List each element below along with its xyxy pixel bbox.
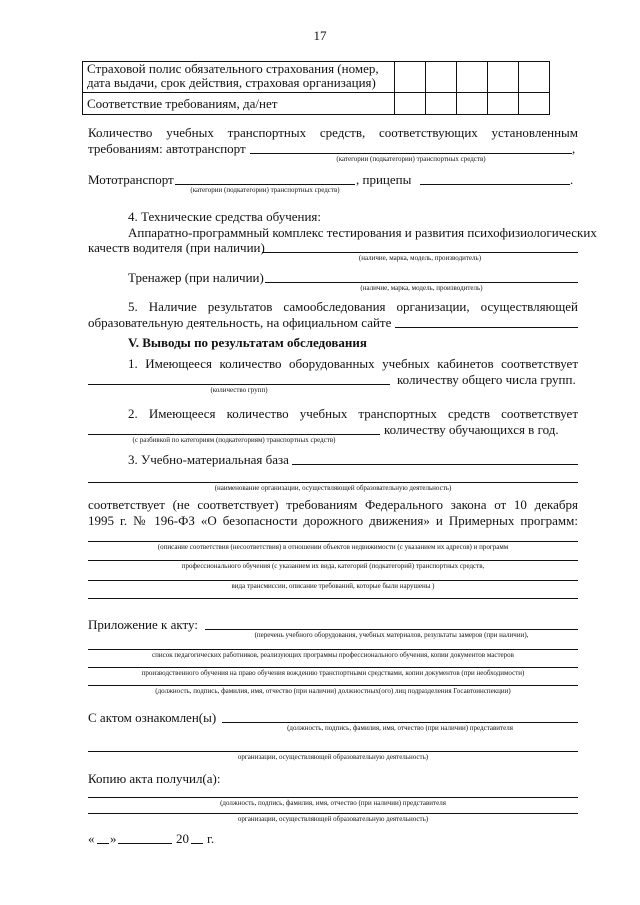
moto-label: Мототранспорт [88, 172, 174, 187]
table-cell [488, 93, 519, 115]
acquainted-blank-2 [88, 751, 578, 752]
page-number: 17 [313, 28, 327, 43]
vehicles-hint: (категории (подкатегории) транспортных средств) [336, 155, 486, 163]
law-line-1: соответствует (не соответствует) требованиям Федерального закона от 10 декабря [88, 497, 578, 512]
acquainted-label: С актом ознакомлен(ы) [88, 710, 217, 725]
base-hint: (наименование организации, осуществляющей образовательную деятельность) [214, 484, 452, 492]
base-blank-2 [88, 482, 578, 483]
date-year-prefix: 20 [176, 831, 189, 846]
self-survey-blank [395, 327, 578, 328]
conclusion-1-tail: количеству общего числа групп. [397, 372, 576, 387]
copy-hint-1: (должность, подпись, фамилия, имя, отчество (при наличии) представителя [220, 799, 446, 807]
conclusions-heading: V. Выводы по результатам обследования [128, 335, 367, 350]
base-blank-1 [292, 464, 578, 465]
date-month-blank [118, 843, 172, 844]
vehicles-blank [250, 153, 572, 154]
trainer-label: Тренажер (при наличии) [128, 270, 264, 285]
copy-hint-2: организации, осуществляющей образовательную деятельность) [237, 815, 429, 823]
table-row [83, 62, 550, 93]
date-open-quote: « [88, 831, 95, 846]
students-hint: (с разбивкой по категориям (подкатегориям) транспортных средств) [132, 436, 336, 444]
table-cell [519, 93, 550, 115]
table-cell [395, 62, 426, 93]
self-survey-line-2: образовательную деятельность, на официальном сайте [88, 315, 392, 330]
table-cell [488, 62, 519, 93]
conclusion-1-line-1: 1. Имеющееся количество оборудованных учебных кабинетов соответствует [128, 356, 578, 371]
trainer-hint: (наличие, марка, модель, производитель) [360, 284, 483, 292]
insurance-table [82, 61, 550, 115]
groups-blank [88, 384, 390, 385]
vehicles-line-1: Количество учебных транспортных средств, соответствующих установленным [88, 125, 578, 140]
apk-hint: (наличие, марка, модель, производитель) [358, 254, 482, 262]
table-cell [457, 62, 488, 93]
table-row-label: Страховой полис обязательного страхования (номер, дата выдачи, срок действия, страховая организация) [83, 62, 395, 93]
table-cell [426, 62, 457, 93]
vehicles-line-2: требованиям: автотранспорт [88, 141, 246, 156]
appendix-label: Приложение к акту: [88, 617, 198, 632]
students-blank [88, 434, 380, 435]
acquainted-hint-2: организации, осуществляющей образовательную деятельность) [237, 753, 429, 761]
tech-apk-line-1: Аппаратно-программный комплекс тестирования и развития психофизиологических [128, 225, 597, 240]
trailers-blank [420, 184, 570, 185]
law-hint-2: профессионального обучения (с указанием их вида, категорий (подкатегорий) транспортных средств, [181, 562, 485, 570]
date-year-blank [191, 843, 203, 844]
appendix-hint-2: список педагогических работников, реализующих программы профессионального обучения, копии документов мастеров [152, 651, 514, 659]
law-blank-3 [88, 580, 578, 581]
appendix-blank-2 [88, 649, 578, 650]
date-close-quote: » [110, 831, 117, 846]
trailers-label: , прицепы [356, 172, 412, 187]
apk-blank [262, 252, 578, 253]
date-year-suffix: г. [207, 831, 215, 846]
appendix-blank-4 [88, 685, 578, 686]
trainer-blank [265, 282, 578, 283]
moto-hint: (категории (подкатегории) транспортных средств) [190, 186, 340, 194]
self-survey-line-1: 5. Наличие результатов самообследования организации, осуществляющей [128, 299, 578, 314]
groups-hint: (количество групп) [210, 386, 268, 394]
law-line-2: 1995 г. № 196-ФЗ «О безопасности дорожного движения» и Примерных программ: [88, 513, 578, 528]
conclusion-2-tail: количеству обучающихся в год. [384, 422, 559, 437]
table-cell [457, 93, 488, 115]
appendix-blank-3 [88, 667, 578, 668]
acquainted-hint-1: (должность, подпись, фамилия, имя, отчество (при наличии) представителя [287, 724, 513, 732]
law-hint-3: вида трансмиссии, описание требований, которые были нарушены ) [231, 582, 435, 590]
appendix-hint-3: производственного обучения на право обучения вождению транспортными средствами, копии документов (при необходимости) [141, 669, 525, 677]
moto-blank [175, 184, 355, 185]
date-day-blank [97, 843, 109, 844]
table-cell [395, 93, 426, 115]
law-blank-1 [88, 541, 578, 542]
law-blank-2 [88, 560, 578, 561]
law-blank-4 [88, 598, 578, 599]
copy-label: Копию акта получил(а): [88, 771, 221, 786]
copy-blank-2 [88, 813, 578, 814]
table-row [83, 93, 550, 115]
table-cell [426, 93, 457, 115]
appendix-hint-4: (должность, подпись, фамилия, имя, отчество (при наличии) должностных(ого) лиц подразделения Госавтоинспекции) [155, 687, 511, 695]
conclusion-2-line-1: 2. Имеющееся количество учебных транспортных средств соответствует [128, 406, 578, 421]
tech-apk-line-2: качеств водителя (при наличии) [88, 240, 265, 255]
copy-blank-1 [88, 797, 578, 798]
acquainted-blank-1 [222, 722, 578, 723]
tech-heading: 4. Технические средства обучения: [128, 209, 322, 224]
table-cell [519, 62, 550, 93]
table-row-label: Соответствие требованиям, да/нет [83, 93, 395, 115]
appendix-blank-1 [205, 629, 578, 630]
law-hint-1: (описание соответствия (несоответствия) в отношении объектов недвижимости (с указанием их адресов) и программ [157, 543, 509, 551]
appendix-hint-1: (перечень учебного оборудования, учебных материалов, результаты замеров (при наличии), [254, 631, 529, 639]
conclusion-3: 3. Учебно-материальная база [128, 452, 289, 467]
